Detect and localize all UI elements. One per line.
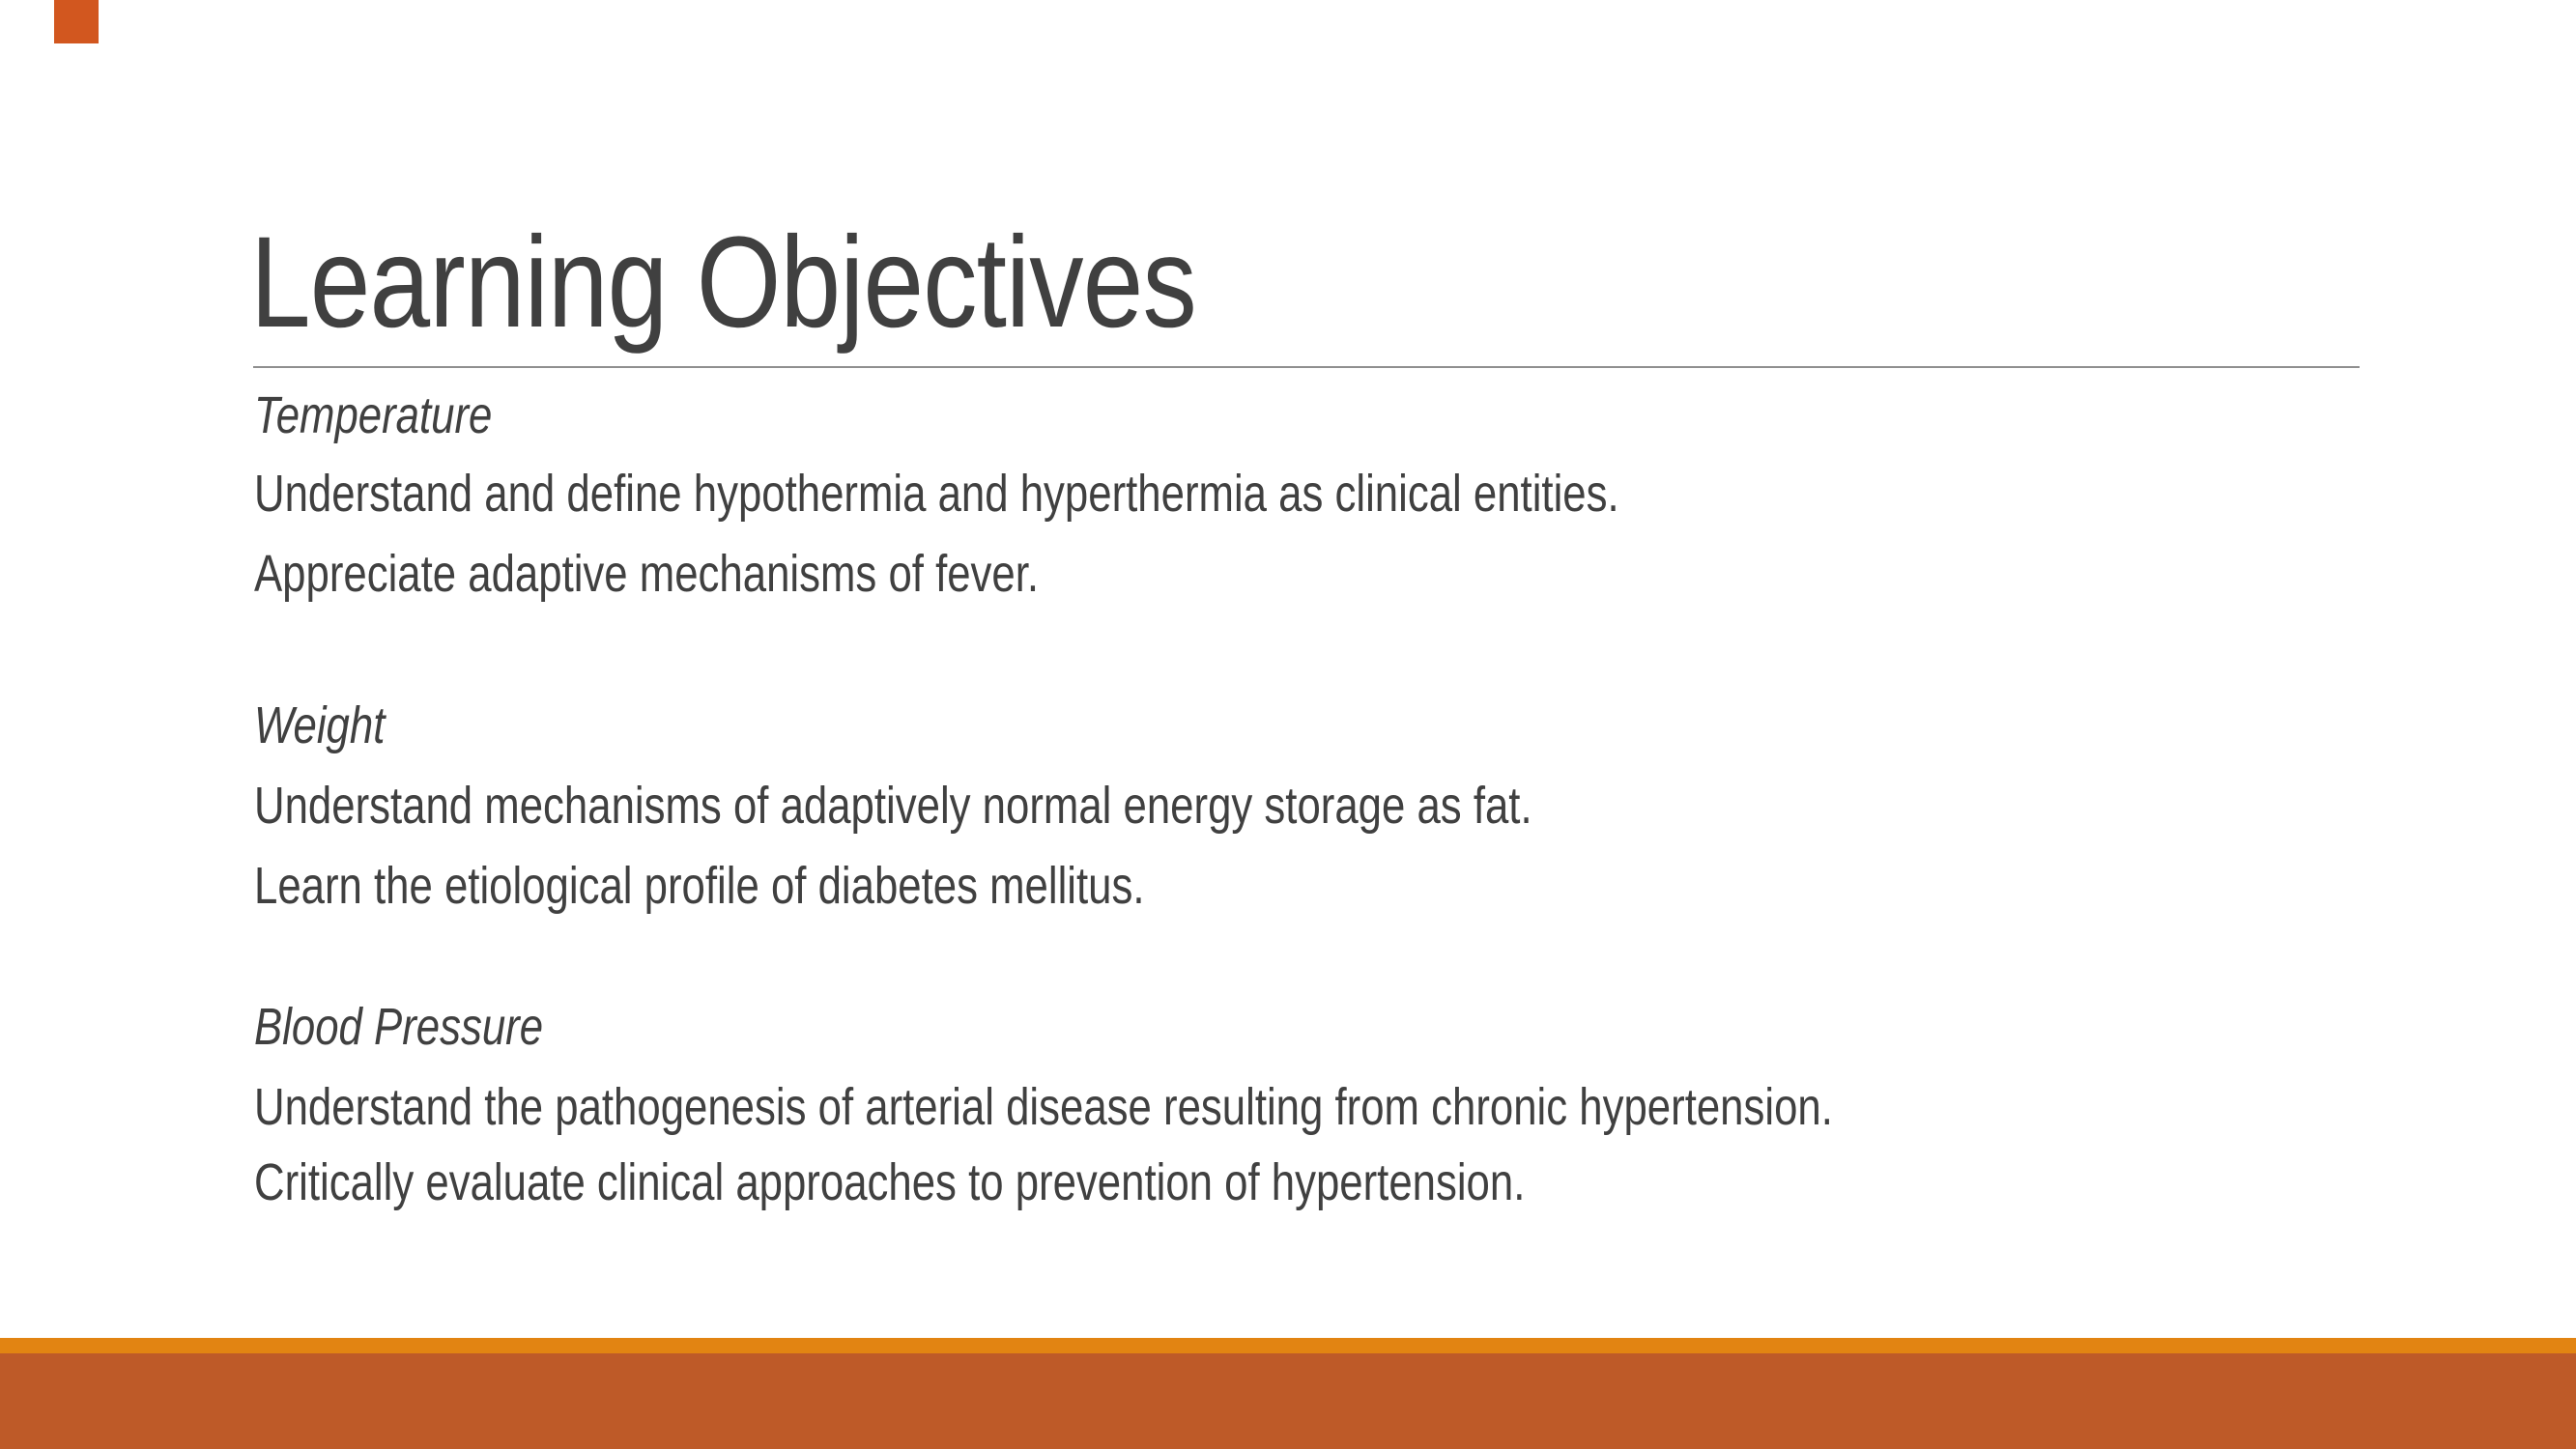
corner-accent-square: [54, 0, 99, 43]
objective-line: Understand and define hypothermia and hyperthermia as clinical entities.: [254, 465, 1619, 523]
objective-line: Understand the pathogenesis of arterial disease resulting from chronic hypertension.: [254, 1078, 1833, 1136]
objective-line: Critically evaluate clinical approaches to prevention of hypertension.: [254, 1153, 1526, 1211]
footer-band: [0, 1353, 2576, 1449]
section-heading-blood-pressure: Blood Pressure: [254, 998, 544, 1056]
objective-line: Learn the etiological profile of diabetes mellitus.: [254, 857, 1145, 915]
title-underline-rule: [253, 366, 2360, 368]
objective-line: Understand mechanisms of adaptively normal energy storage as fat.: [254, 777, 1532, 835]
section-heading-temperature: Temperature: [254, 386, 493, 444]
section-heading-weight: Weight: [254, 696, 386, 754]
objective-line: Appreciate adaptive mechanisms of fever.: [254, 545, 1040, 603]
footer-accent-strip: [0, 1338, 2576, 1353]
page-title: Learning Objectives: [250, 211, 1196, 355]
